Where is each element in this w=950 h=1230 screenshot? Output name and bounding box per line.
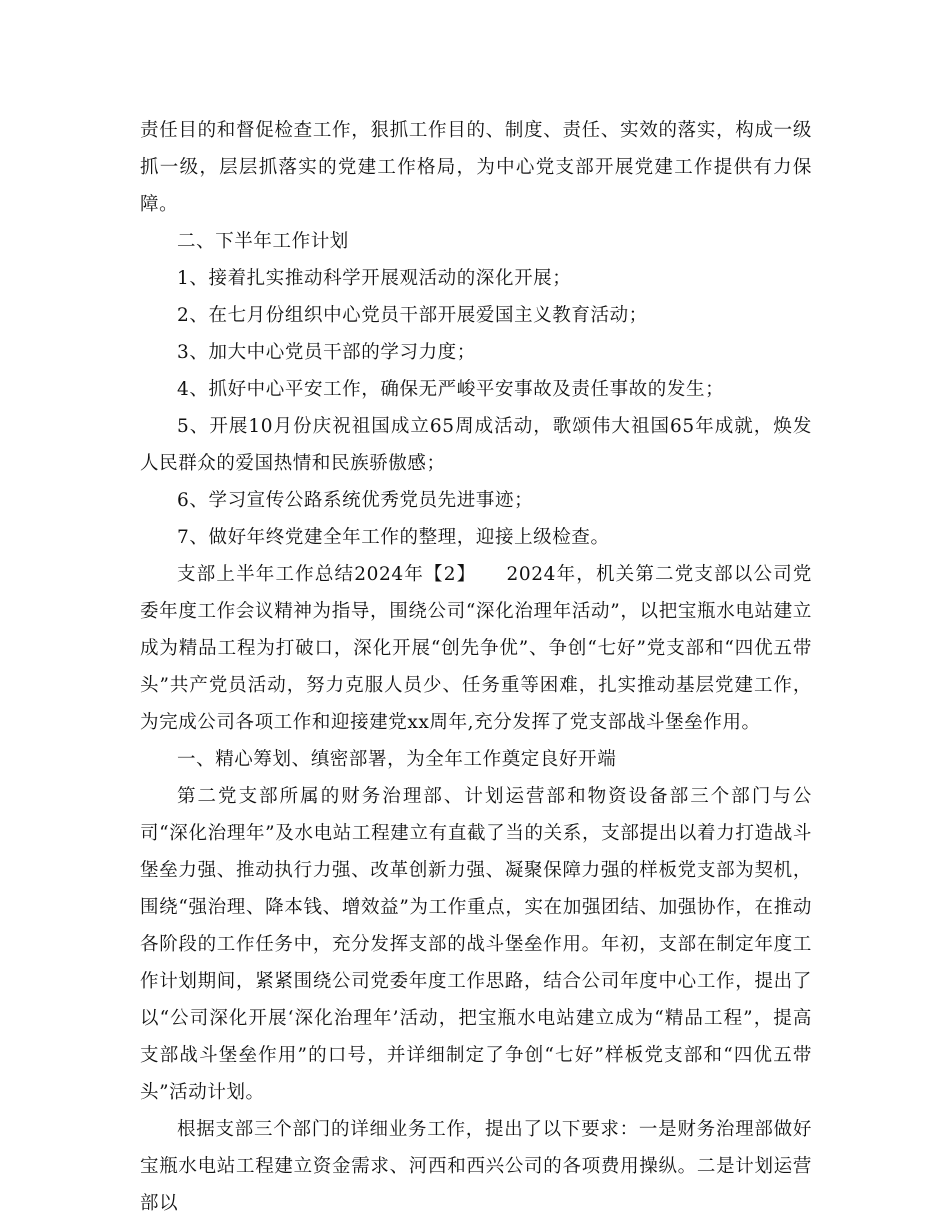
plan-item-5: 5、开展10月份庆祝祖国成立65周成活动，歌颂伟大祖国65年成就，焕发人民群众的爱国热情和民族骄傲感；	[140, 416, 812, 474]
plan-item-6: 6、学习宣传公路系统优秀党员先进事迹；	[177, 490, 534, 511]
body-paragraph: 根据支部三个部门的详细业务工作，提出了以下要求：一是财务治理部做好宝瓶水电站工程建立资金需求、河西和西兴公司的各项费用操纵。二是计划运营部以	[140, 1119, 812, 1214]
document-body	[140, 112, 812, 1222]
section-heading-planning: 一、精心筹划、缜密部署，为全年工作奠定良好开端	[177, 749, 617, 770]
body-paragraph: 第二党支部所属的财务治理部、计划运营部和物资设备部三个部门与公司“深化治理年”及水电站工程建立有直截了当的关系，支部提出以着力打造战斗堡垒力强、推动执行力强、改革创新力强、凝聚保障力强的样板党支部为契机，围绕“强治理、降本钱、增效益”为工作重点，实在加强团结、加强协作，在推动各阶段的工作任务中，充分发挥支部的战斗堡垒作用。年初，支部在制定年度工作计划期间，紧紧围绕公司党委年度工作思路，结合公司年度中心工作，提出了以“公司深化开展‘深化治理年’活动，把宝瓶水电站建立成为“精品工程”，提高支部战斗堡垒作用”的口号，并详细制定了争创“七好”样板党支部和“四优五带头”活动计划。	[140, 786, 812, 1103]
section-heading-plan: 二、下半年工作计划	[177, 231, 349, 252]
plan-item-3: 3、加大中心党员干部的学习力度；	[177, 342, 476, 363]
summary-intro-paragraph: 支部上半年工作总结2024年【2】 2024年，机关第二党支部以公司党委年度工作会议精神为指导，围绕公司“深化治理年活动”，以把宝瓶水电站建立成为精品工程为打破口，深化开展“创先争优”、争创“七好”党支部和“四优五带头”共产党员活动，努力克服人员少、任务重等困难，扎实推动基层党建工作，为完成公司各项工作和迎接建党xx周年,充分发挥了党支部战斗堡垒作用。	[140, 564, 812, 733]
plan-item-4: 4、抓好中心平安工作，确保无严峻平安事故及责任事故的发生；	[177, 379, 725, 400]
plan-item-1: 1、接着扎实推动科学开展观活动的深化开展；	[177, 268, 572, 289]
plan-item-2: 2、在七月份组织中心党员干部开展爱国主义教育活动；	[177, 305, 648, 326]
paragraph-continuation: 责任目的和督促检查工作，狠抓工作目的、制度、责任、实效的落实，构成一级抓一级，层层抓落实的党建工作格局，为中心党支部开展党建工作提供有力保障。	[140, 120, 812, 215]
plan-item-7: 7、做好年终党建全年工作的整理，迎接上级检查。	[177, 527, 610, 548]
